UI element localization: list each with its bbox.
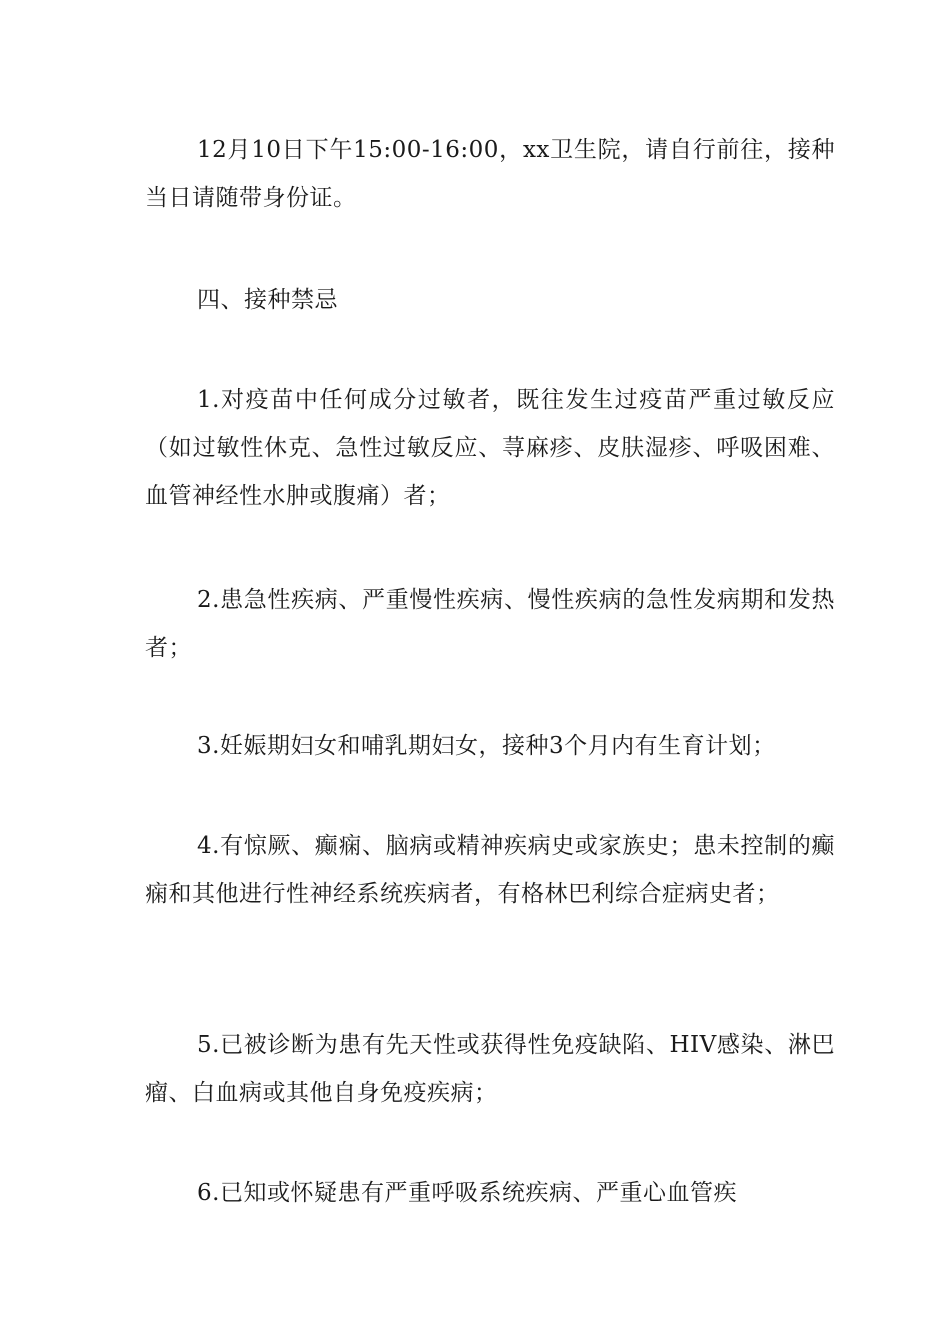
paragraph-item-4: 4.有惊厥、癫痫、脑病或精神疾病史或家族史；患未控制的癫痫和其他进行性神经系统疾病者，有格林巴利综合症病史者； <box>145 833 835 907</box>
paragraph-item-2: 2.患急性疾病、严重慢性疾病、慢性疾病的急性发病期和发热者； <box>145 587 835 661</box>
paragraph-item-3: 3.妊娠期妇女和哺乳期妇女，接种3个月内有生育计划； <box>197 733 776 759</box>
paragraph-schedule: 12月10日下午15:00-16:00，xx卫生院，请自行前往，接种当日请随带身份证。 <box>145 137 835 211</box>
paragraph-item-5: 5.已被诊断为患有先天性或获得性免疫缺陷、HIV感染、淋巴瘤、白血病或其他自身免疫疾病； <box>145 1032 835 1106</box>
section-heading-contraindications: 四、接种禁忌 <box>197 287 338 313</box>
paragraph-item-6: 6.已知或怀疑患有严重呼吸系统疾病、严重心血管疾 <box>197 1180 737 1206</box>
paragraph-item-1: 1.对疫苗中任何成分过敏者，既往发生过疫苗严重过敏反应（如过敏性休克、急性过敏反应、荨麻疹、皮肤湿疹、呼吸困难、血管神经性水肿或腹痛）者； <box>145 387 835 509</box>
